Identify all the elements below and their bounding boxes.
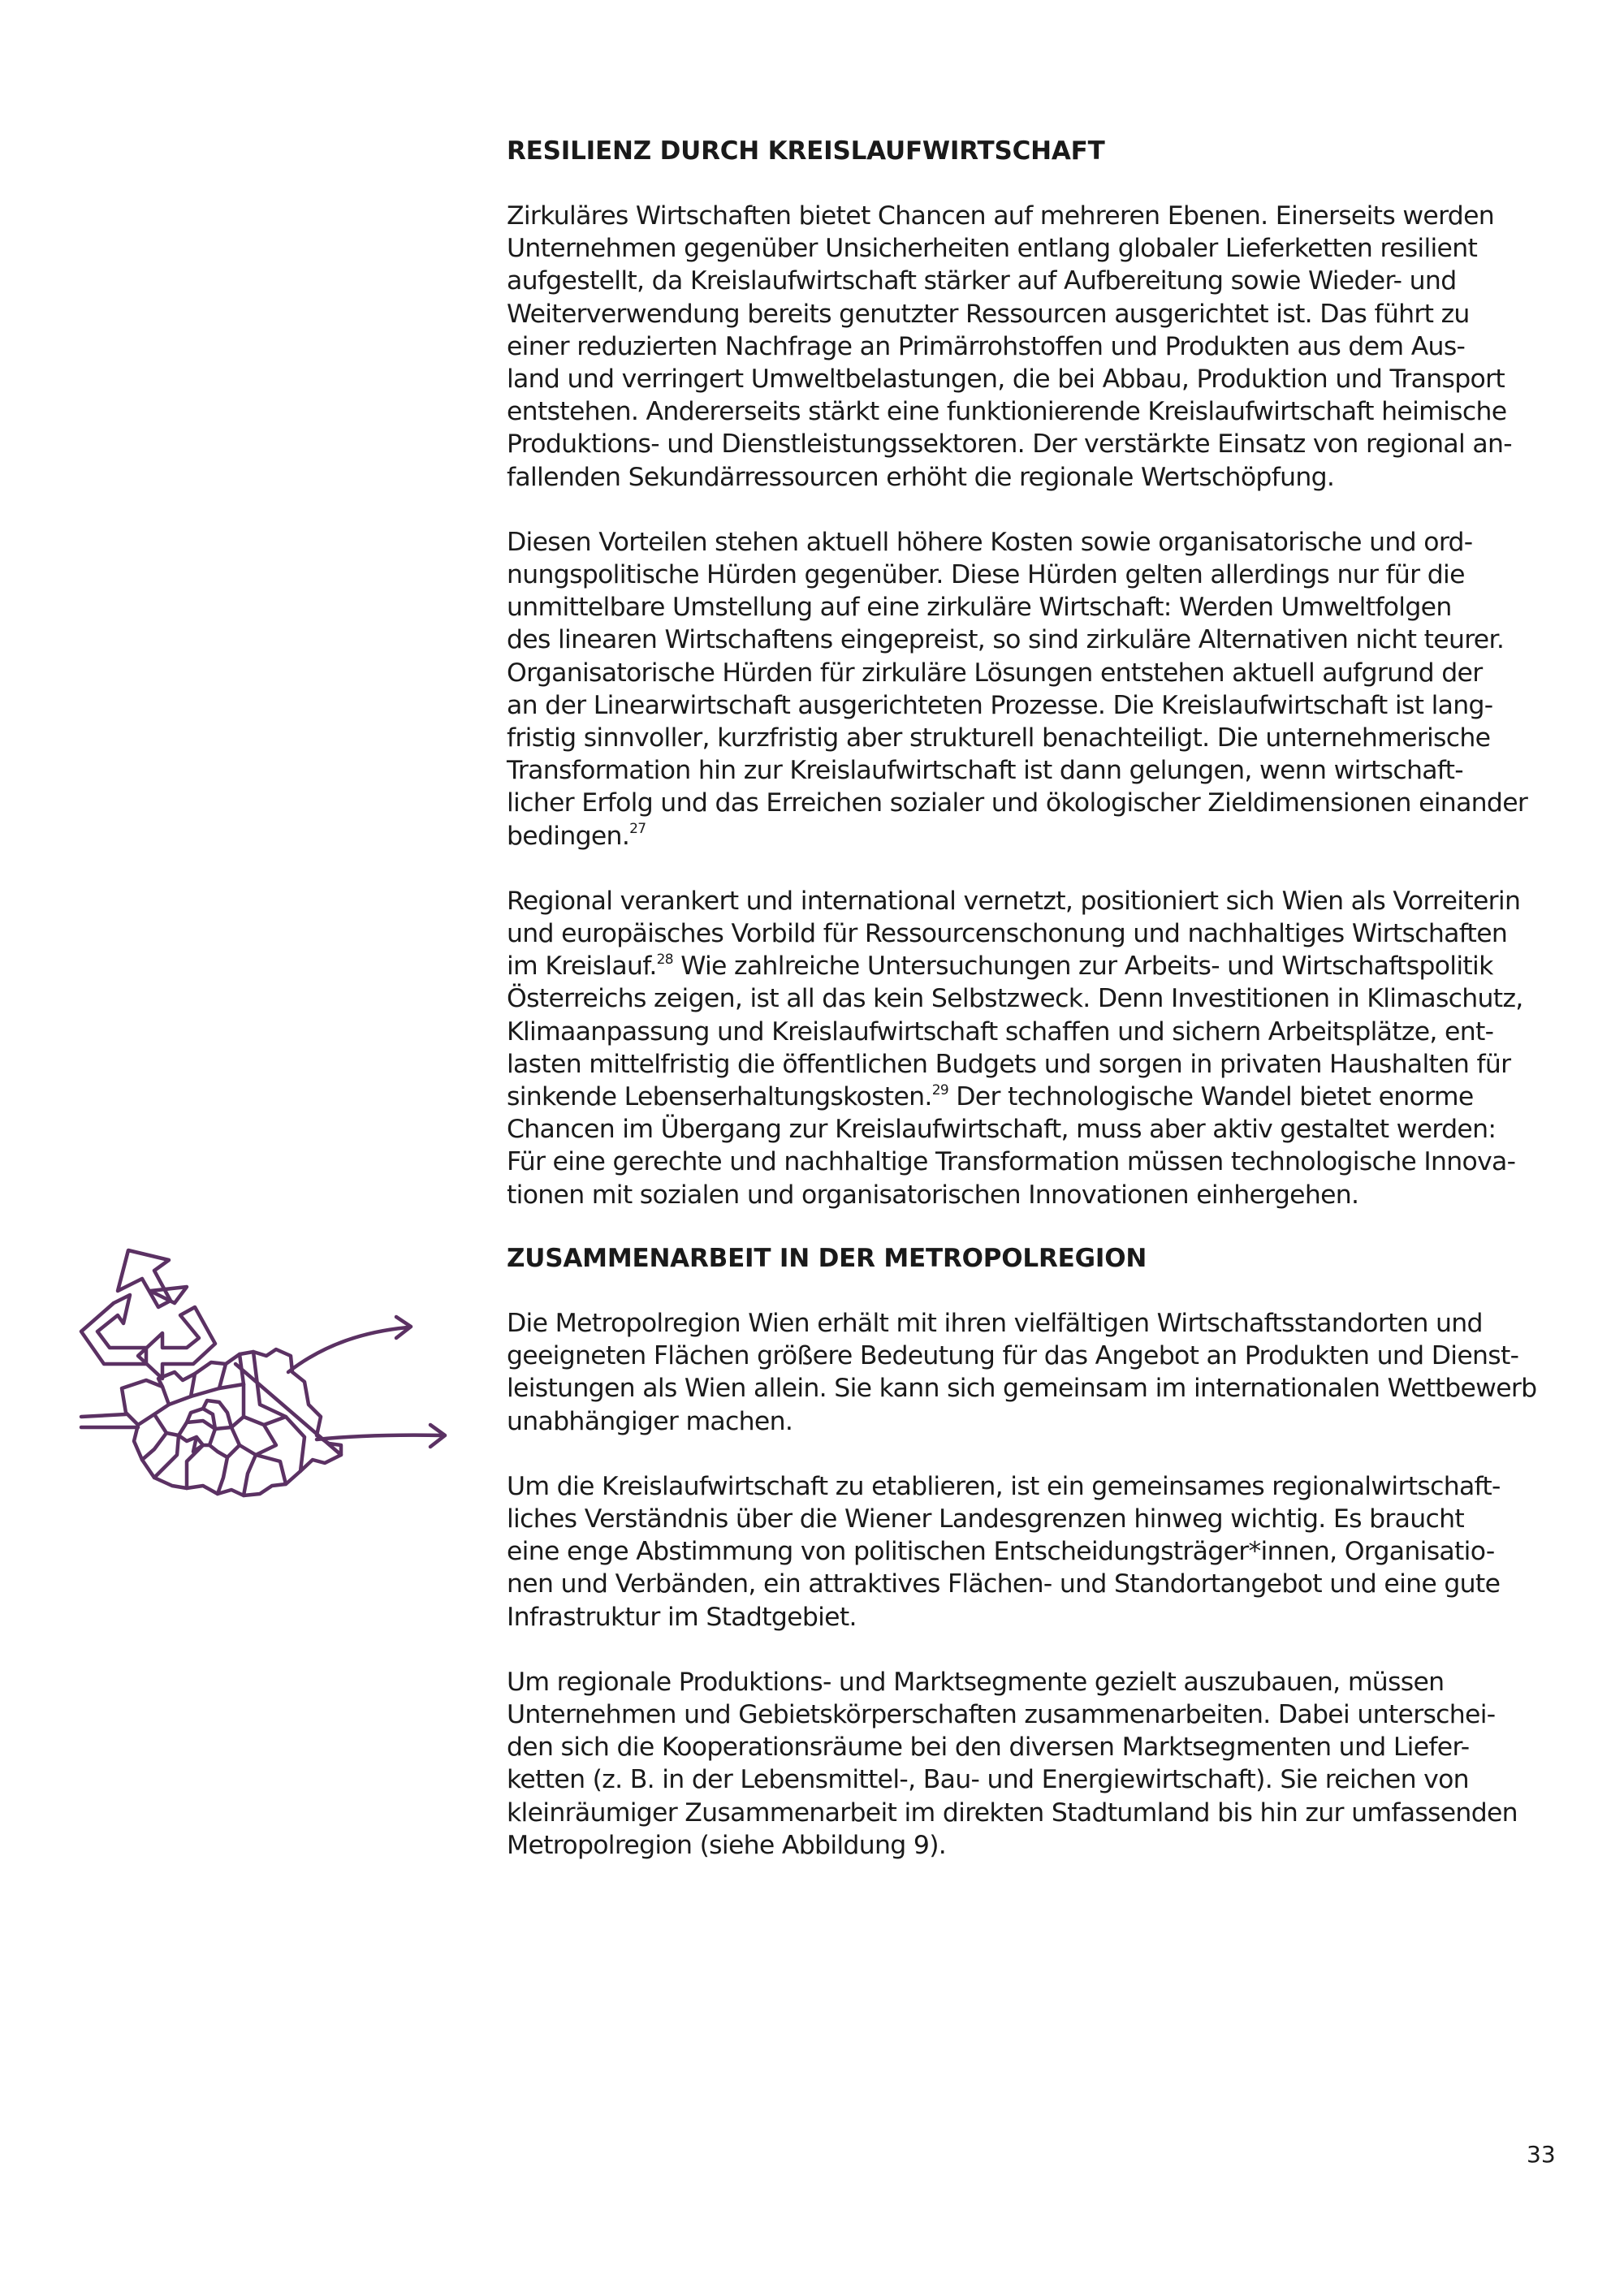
section-heading-metropolregion: ZUSAMMENARBEIT IN DER METROPOLREGION	[507, 1243, 1147, 1273]
recycling-icon	[81, 1250, 215, 1379]
paragraph: Zirkuläres Wirtschaften bietet Chancen auf mehreren Ebenen. Einerseits werden Unternehmen gegenüber Unsicherheiten entlang globaler Lieferketten resilient aufgestellt, da Kreislaufwirtschaft stärker auf Aufbereitung sowie Wieder- und Weiterverwendung bereits genutzter Ressourcen ausgerichtet ist. Das führt zu einer reduzierten Nachfrage an Primärrohstoffen und Produkten aus dem Aus- land und verringert Umweltbelastungen, die bei Abbau, Produktion und Transport entstehen. Andererseits stärkt eine funktionierende Kreislaufwirtschaft heimische Produktions- und Dienstleistungssektoren. Der verstärkte Einsatz von regional an- fallenden Sekundärressourcen erhöht die regionale Wertschöpfung.	[507, 201, 1512, 492]
footnote-ref[interactable]: 29	[931, 1081, 948, 1098]
text-column	[507, 135, 1562, 1894]
paragraph: Um die Kreislaufwirtschaft zu etablieren, ist ein gemeinsames regionalwirtschaft- liches Verständnis über die Wiener Landesgrenzen hinweg wichtig. Es braucht eine enge Abstimmung von politischen Entscheidungsträger*innen, Organisatio- nen und Verbänden, ein attraktives Flächen- und Standortangebot und eine gute Infrastruktur im Stadtgebiet.	[507, 1471, 1501, 1632]
paragraph: Diesen Vorteilen stehen aktuell höhere Kosten sowie organisatorische und ord- nungspolitische Hürden gegenüber. Diese Hürden gelten allerdings nur für die unmittelbare Umstellung auf eine zirkuläre Wirtschaft: Werden Umweltfolgen des linearen Wirtschaftens eingepreist, so sind zirkuläre Alternativen nicht teurer. Organisatorische Hürden für zirkuläre Lösungen entstehen aktuell aufgrund der an der Linearwirtschaft ausgerichteten Prozesse. Die Kreislaufwirtschaft ist lang- fristig sinnvoller, kurzfristig aber strukturell benachteiligt. Die unternehmerische Transformation hin zur Kreislaufwirtschaft ist dann gelungen, wenn wirtschaft- licher Erfolg und das Erreichen sozialer und ökologischer Zieldimensionen einander bedingen.$^{27}$	[507, 527, 1528, 851]
diagonal-divider	[235, 1364, 341, 1455]
footnote-ref[interactable]: 28	[656, 951, 673, 968]
paragraph: Um regionale Produktions- und Marktsegmente gezielt auszubauen, müssen Unternehmen und Gebietskörperschaften zusammenarbeiten. Dabei unterschei- den sich die Kooperationsräume bei den diversen Marktsegmenten und Liefer- ketten (z. B. in der Lebensmittel-, Bau- und Energiewirtschaft). Sie reichen von kleinräumiger Zusammenarbeit im direkten Stadtumland bis hin zur umfassenden Metropolregion (siehe Abbildung 9).	[507, 1667, 1518, 1860]
recycling-map-illustration	[73, 1242, 463, 1567]
paragraph: Die Metropolregion Wien erhält mit ihren vielfältigen Wirtschaftsstandorten und geeigneten Flächen größere Bedeutung für das Angebot an Produkten und Dienst- leistungen als Wien allein. Sie kann sich gemeinsam im internationalen Wettbewerb unabhängiger machen.	[507, 1308, 1537, 1436]
arrow-out-top-icon	[288, 1317, 411, 1372]
section-heading-resilienz: RESILIENZ DURCH KREISLAUFWIRTSCHAFT	[507, 136, 1105, 166]
footnote-ref[interactable]: 27	[629, 821, 646, 838]
page-number: 33	[1527, 2141, 1556, 2168]
paragraph: Regional verankert und international vernetzt, positioniert sich Wien als Vorreiterin und europäisches Vorbild für Ressourcenschonung und nachhaltiges Wirtschaften im Kreislauf.$^{28}$ Wie zahlreiche Untersuchungen zur Arbeits- und Wirtschaftspolitik Österreichs zeigen, ist all das kein Selbstzweck. Denn Investitionen in Klimaschutz, Klimaanpassung und Kreislaufwirtschaft schaffen und sichern Arbeitsplätze, ent- lasten mittelfristig die öffentlichen Budgets und sorgen in privaten Haushalten für sinkende Lebenserhaltungskosten.$^{29}$ Der technologische Wandel bietet enorme Chancen im Übergang zur Kreislaufwirtschaft, muss aber aktiv gestaltet werden: Für eine gerechte und nachhaltige Transformation müssen technologische Innova- tionen mit sozialen und organisatorischen Innovationen einhergehen.	[507, 886, 1523, 1210]
